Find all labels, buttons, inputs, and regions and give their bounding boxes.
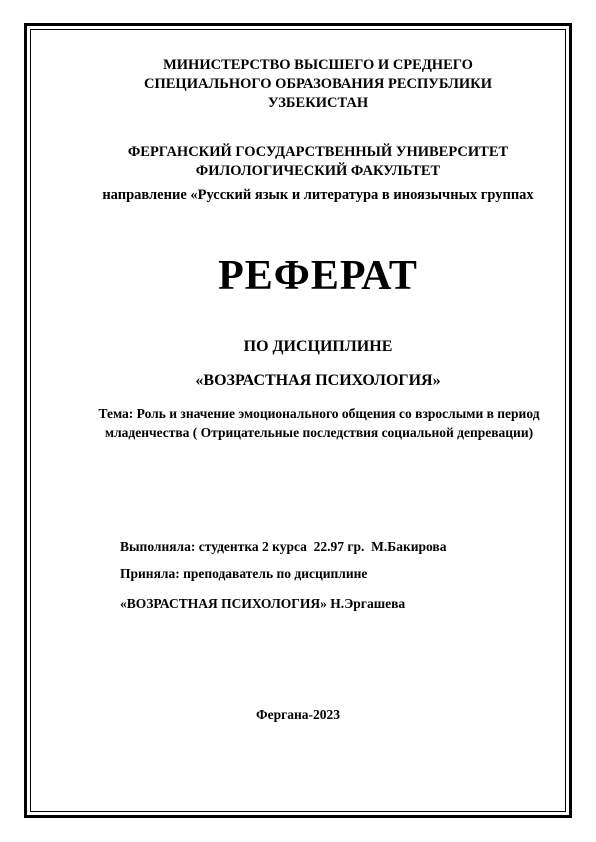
city-year: Фергана-2023: [256, 707, 340, 722]
document-title: РЕФЕРАТ: [218, 253, 418, 299]
performed-by-line: Выполняла: студентка 2 курса 22.97 гр. М.Бакирова: [120, 539, 447, 554]
course-name: «ВОЗРАСТНАЯ ПСИХОЛОГИЯ»: [195, 372, 441, 389]
accepted-by-name-line: «ВОЗРАСТНАЯ ПСИХОЛОГИЯ» Н.Эргашева: [120, 596, 406, 611]
accepted-by-line: Приняла: преподаватель по дисциплине: [120, 566, 368, 581]
topic-text: Тема: Роль и значение эмоционального общения со взрослыми в период младенчества ( Отрицательные последствия социальной депревации): [98, 406, 540, 440]
direction-text: направление «Русский язык и литература в иноязычных группах: [102, 187, 534, 203]
university-heading: ФЕРГАНСКИЙ ГОСУДАРСТВЕННЫЙ УНИВЕРСИТЕТ ФИЛОЛОГИЧЕСКИЙ ФАКУЛЬТЕТ: [127, 144, 509, 179]
ministry-heading: МИНИСТЕРСТВО ВЫСШЕГО И СРЕДНЕГО СПЕЦИАЛЬНОГО ОБРАЗОВАНИЯ РЕСПУБЛИКИ УЗБЕКИСТАН: [144, 57, 492, 111]
discipline-label: ПО ДИСЦИПЛИНЕ: [243, 338, 393, 355]
